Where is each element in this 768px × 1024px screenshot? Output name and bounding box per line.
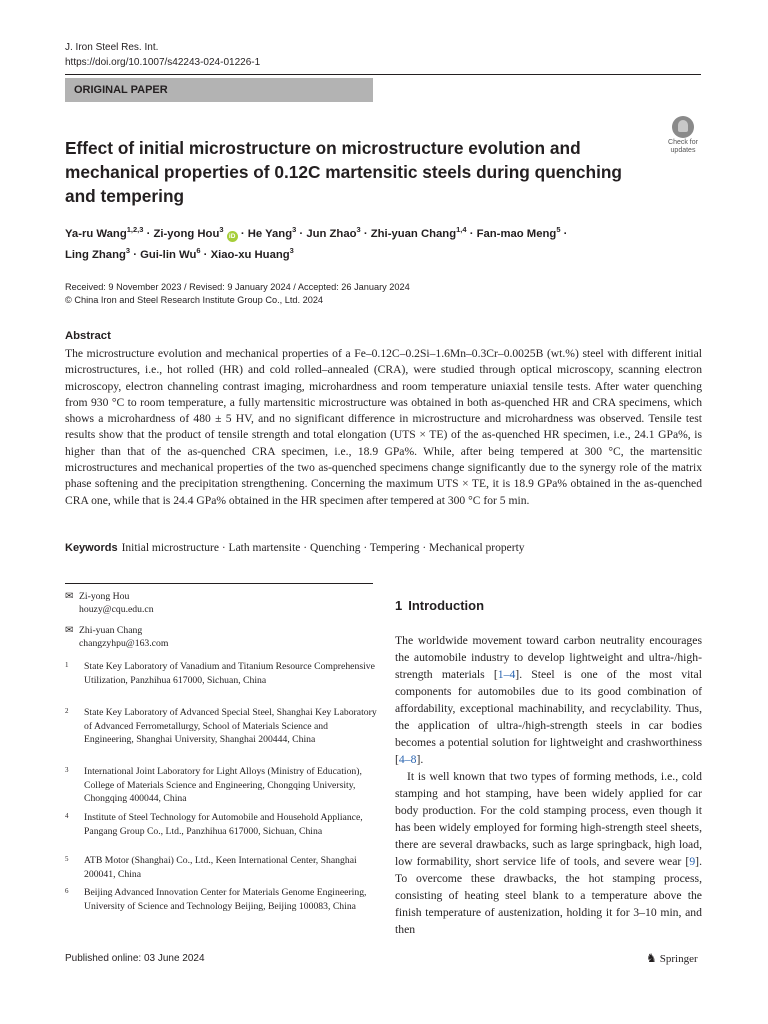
affiliation-number: 2 bbox=[65, 707, 69, 715]
author-affiliation: 1,4 bbox=[456, 225, 467, 235]
author[interactable]: Gui-lin Wu bbox=[140, 249, 197, 261]
author[interactable]: Zi-yong Hou bbox=[153, 228, 220, 240]
author-separator: · bbox=[299, 228, 304, 240]
author-affiliation: 5 bbox=[556, 225, 561, 235]
journal-name: J. Iron Steel Res. Int. bbox=[65, 42, 159, 53]
citation-link[interactable]: 1–4 bbox=[497, 668, 516, 681]
correspondence-item bbox=[65, 590, 375, 616]
paragraph-text: It is well known that two types of forming methods, i.e., cold stamping and hot stamping, have been widely applied for car body production. For the cold stamping process, even though it has been widely employed for forming high-strength steel sheets, there are several drawbacks, such as large springback, high load, low formability, short service life of tools, and severe wear [ bbox=[395, 770, 702, 868]
author[interactable]: Zhi-yuan Chang bbox=[370, 228, 457, 240]
author[interactable]: He Yang bbox=[247, 228, 293, 240]
abstract-text: The microstructure evolution and mechanical properties of a Fe–0.12C–0.2Si–1.6Mn–0.3Cr–0.0025B (wt.%) steel with different initial microstructures, i.e., hot rolled (HR) and cold rolled–annealed (CRA), were studied through optical microscopy, scanning electron microscopy, electron channeling contrast imaging, microhardness and room temperature uniaxial tensile tests. After water quenching from 930 °C to room temperature, a fully martensitic microstructure was obtained in both as-quenched HR and CRA specimens, which shows a microhardness of 480 ± 5 HV, and no significant difference in microstructure and microhardness was observed. Tensile test results show that the product of tensile strength and total elongation (UTS × TE) of the as-quenched HR specimen, i.e., 24.1 GPa%, is higher than that of the as-quenched CRA specimen, i.e., 18.9 GPa%. While, after being tempered at 300 °C, the martensitic microstructures and mechanical properties of the two as-quenched specimens change significantly due to the synergy role of the matrix phase softening and the precipitation strengthening. Concerning the maximum UTS × TE, it is 18.9 GPa% obtained in the as-quenched CRA one, while that is 24.4 GPa% obtained in the HR specimen after tempered at 300 °C for 5 min. bbox=[65, 347, 702, 507]
affiliation-text: State Key Laboratory of Advanced Special Steel, Shanghai Key Laboratory of Advanced Ferrometallurgy, School of Materials Science and Engineering, Shanghai University, Shanghai 200444, China bbox=[84, 707, 377, 745]
affiliation bbox=[65, 886, 385, 913]
paragraph-text: ]. bbox=[416, 753, 424, 766]
check-for-updates-button[interactable] bbox=[662, 116, 704, 156]
author-separator: · bbox=[146, 228, 151, 240]
author[interactable]: Ling Zhang bbox=[65, 249, 126, 261]
affiliation-number: 6 bbox=[65, 887, 69, 895]
doi-link[interactable]: https://doi.org/10.1007/s42243-024-01226-1 bbox=[65, 57, 261, 68]
publisher-logo bbox=[646, 951, 698, 966]
corr-email[interactable]: houzy@cqu.edu.cn bbox=[79, 604, 154, 615]
author-affiliation: 3 bbox=[125, 246, 131, 256]
author-separator: · bbox=[563, 228, 568, 240]
corr-email[interactable]: changzyhpu@163.com bbox=[79, 638, 169, 649]
history-dates: Received: 9 November 2023 / Revised: 9 January 2024 / Accepted: 26 January 2024 bbox=[65, 282, 410, 292]
author-affiliation: 6 bbox=[196, 246, 201, 256]
corr-name: Zhi-yuan Chang bbox=[79, 625, 143, 636]
keywords-text: Initial microstructure · Lath martensite · Quenching · Tempering · Mechanical property bbox=[121, 542, 525, 554]
footnote-rule bbox=[65, 583, 373, 584]
author-affiliation: 3 bbox=[356, 225, 361, 235]
corr-name: Zi-yong Hou bbox=[79, 591, 130, 602]
published-date: Published online: 03 June 2024 bbox=[65, 953, 205, 964]
author-separator: · bbox=[363, 228, 368, 240]
paragraph-text: ]. Steel is one of the most vital components for automobiles due to its good combination of affordability, exceptional machinability, and recyclability. Thus, the application of ultra-/high-strength steels in car bodies becomes a potential solution for lightweight and crashworthiness [ bbox=[395, 668, 702, 766]
paragraph-text: The worldwide movement toward carbon neutrality encourages the automobile industry to develop lightweight and ultra-/high-strength materials [ bbox=[395, 634, 702, 681]
author-affiliation: 3 bbox=[289, 246, 294, 256]
affiliation-text: State Key Laboratory of Vanadium and Titanium Resource Comprehensive Utilization, Panzhihua 617000, Sichuan, China bbox=[84, 661, 375, 686]
introduction-body bbox=[395, 632, 702, 938]
abstract-heading: Abstract bbox=[65, 330, 111, 342]
section-number: 1 bbox=[395, 598, 403, 613]
check-updates-icon bbox=[672, 116, 694, 138]
author[interactable]: Jun Zhao bbox=[306, 228, 357, 240]
affiliation-text: ATB Motor (Shanghai) Co., Ltd., Keen International Center, Shanghai 200041, China bbox=[84, 855, 357, 880]
paragraph bbox=[395, 768, 702, 938]
springer-horse-icon: ♞ bbox=[646, 951, 657, 965]
keywords-label: Keywords bbox=[65, 542, 118, 554]
paragraph-text: ]. To overcome these drawbacks, the hot stamping process, consisting of heating steel blank to a temperature above the finish temperature of austenization, holding it for 3–10 min, and then bbox=[395, 855, 702, 936]
author[interactable]: Xiao-xu Huang bbox=[210, 249, 290, 261]
citation-link[interactable]: 4–8 bbox=[398, 753, 417, 766]
affiliation bbox=[65, 811, 385, 838]
affiliation-number: 3 bbox=[65, 766, 69, 774]
author-separator: · bbox=[469, 228, 474, 240]
citation-link[interactable]: 9 bbox=[689, 855, 696, 868]
affiliation bbox=[65, 706, 385, 747]
author-separator: · bbox=[203, 249, 208, 261]
section-title: Introduction bbox=[408, 598, 485, 613]
author-separator: · bbox=[240, 228, 245, 240]
article-type-badge: ORIGINAL PAPER bbox=[65, 78, 373, 102]
check-updates-label-2: updates bbox=[670, 147, 696, 154]
affiliation-number: 1 bbox=[65, 661, 69, 669]
author-list bbox=[65, 224, 685, 266]
article-dates bbox=[65, 281, 685, 307]
affiliation-number: 4 bbox=[65, 812, 69, 820]
keywords bbox=[65, 541, 705, 556]
envelope-icon: ✉ bbox=[65, 625, 74, 636]
publisher-name: Springer bbox=[659, 953, 698, 965]
affiliation-number: 5 bbox=[65, 855, 69, 863]
author-affiliation: 3 bbox=[292, 225, 297, 235]
affiliation bbox=[65, 765, 385, 806]
copyright: © China Iron and Steel Research Institute Group Co., Ltd. 2024 bbox=[65, 295, 324, 305]
orcid-icon[interactable]: iD bbox=[227, 231, 238, 242]
header-rule bbox=[65, 74, 701, 75]
check-updates-label-1: Check for bbox=[668, 139, 698, 146]
author-affiliation: 3 bbox=[219, 225, 224, 235]
author-separator: · bbox=[133, 249, 137, 261]
paragraph bbox=[395, 632, 702, 768]
correspondence-item bbox=[65, 624, 375, 650]
author-affiliation: 1,2,3 bbox=[126, 225, 144, 235]
author[interactable]: Fan-mao Meng bbox=[476, 228, 557, 240]
affiliation-text: Beijing Advanced Innovation Center for Materials Genome Engineering, University of Science and Technology Beijing, Beijing 100083, China bbox=[84, 887, 367, 912]
affiliation bbox=[65, 854, 385, 881]
envelope-icon: ✉ bbox=[65, 591, 74, 602]
affiliation-text: International Joint Laboratory for Light Alloys (Ministry of Education), College of Materials Science and Engineering, Chongqing University, Chongqing 400044, China bbox=[84, 766, 362, 804]
affiliation-text: Institute of Steel Technology for Automobile and Household Appliance, Pangang Group Co., Ltd., Panzhihua 617000, Sichuan, China bbox=[84, 812, 363, 837]
section-heading bbox=[395, 598, 484, 613]
affiliation bbox=[65, 660, 385, 687]
paper-title: Effect of initial microstructure on microstructure evolution and mechanical properties of 0.12C martensitic steels during quenching and tempering bbox=[65, 138, 622, 206]
author[interactable]: Ya-ru Wang bbox=[65, 228, 127, 240]
